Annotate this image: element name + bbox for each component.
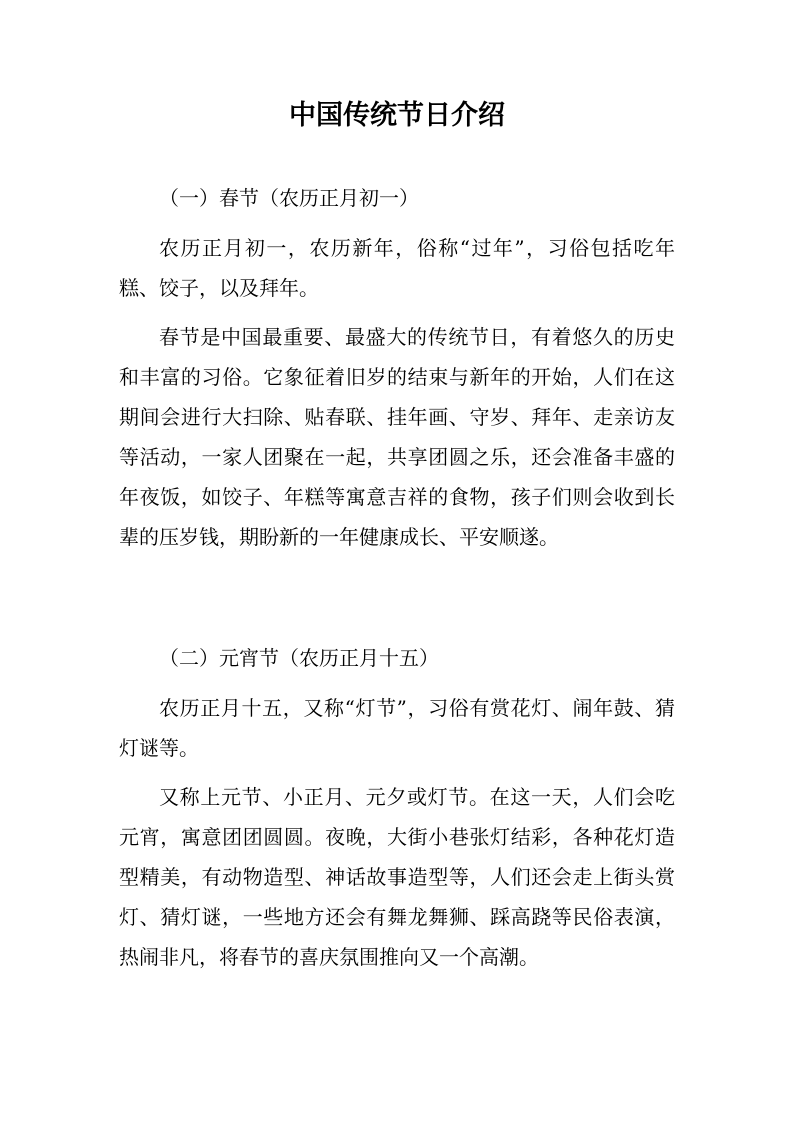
paragraph: 又称上元节、小正月、元夕或灯节。在这一天，人们会吃元宵，寓意团团圆圆。夜晚，大街小巷张灯结彩，各种花灯造型精美，有动物造型、神话故事造型等，人们还会走上街头赏灯、猜灯谜，一些地方还会有舞龙舞狮、踩高跷等民俗表演，热闹非凡，将春节的喜庆氛围推向又一个高潮。 — [119, 785, 675, 969]
section-lantern-festival — [119, 638, 675, 977]
document-title: 中国传统节日介绍 — [289, 100, 505, 131]
section-spring-festival — [119, 178, 675, 557]
paragraph: 农历正月初一，农历新年，俗称“过年”，习俗包括吃年糕、饺子，以及拜年。 — [119, 236, 675, 300]
section-heading: （一）春节（农历正月初一） — [159, 186, 419, 210]
section-heading: （二）元宵节（农历正月十五） — [159, 646, 439, 670]
paragraph: 农历正月十五，又称“灯节”，习俗有赏花灯、闹年鼓、猜灯谜等。 — [119, 696, 675, 760]
paragraph: 春节是中国最重要、最盛大的传统节日，有着悠久的历史和丰富的习俗。它象征着旧岁的结束与新年的开始，人们在这期间会进行大扫除、贴春联、挂年画、守岁、拜年、走亲访友等活动，一家人团聚在一起，共享团圆之乐，还会准备丰盛的年夜饭，如饺子、年糕等寓意吉祥的食物，孩子们则会收到长辈的压岁钱，期盼新的一年健康成长、平安顺遂。 — [119, 325, 675, 549]
